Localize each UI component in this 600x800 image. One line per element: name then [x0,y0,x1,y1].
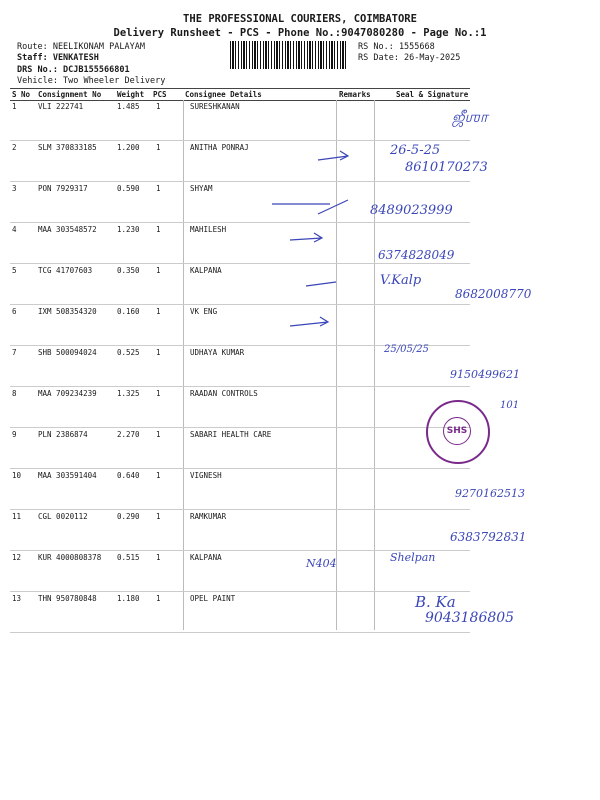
row-pcs: 1 [156,225,161,234]
remark-row-12: N404 [306,557,337,570]
signature-row-5-name: V.Kalp [380,273,422,288]
vehicle-label: Vehicle: Two Wheeler Delivery [17,76,166,86]
row-weight: 1.180 [117,594,140,603]
row-weight: 1.325 [117,389,140,398]
row-consignment: SLM 370833185 [38,143,97,152]
signature-row-2-phone: 8610170273 [405,160,488,175]
row-weight: 1.230 [117,225,140,234]
row-consignee: RAMKUMAR [190,512,227,521]
row-pcs: 1 [156,307,161,316]
row-sno: 10 [12,471,22,480]
arrow-mark [318,151,348,160]
col-pcs: PCS [153,90,167,99]
row-pcs: 1 [156,266,161,275]
row-pcs: 1 [156,348,161,357]
row-consignment: IXM 508354320 [38,307,97,316]
row-sno: 4 [12,225,17,234]
col-remarks: Remarks [339,90,371,99]
row-sno: 11 [12,512,22,521]
row-sno: 3 [12,184,17,193]
row-consignee: KALPANA [190,266,222,275]
row-sno: 6 [12,307,17,316]
row-pcs: 1 [156,553,161,562]
company-title: THE PROFESSIONAL COURIERS, COIMBATORE [183,13,417,25]
row-weight: 1.485 [117,102,140,111]
signature-row-2-date: 26-5-25 [390,143,441,158]
signature-row-8-extra: 101 [500,400,520,411]
row-weight: 0.515 [117,553,140,562]
row-consignee: OPEL PAINT [190,594,236,603]
stamp-initials: SHS [443,417,471,445]
row-weight: 2.270 [117,430,140,439]
staff-label: Staff: VENKATESH [17,53,99,63]
row-pcs: 1 [156,143,161,152]
col-weight: Weight [117,90,145,99]
row-consignee: SURESHKANAN [190,102,240,111]
signature-row-13-name: B. Ka [415,593,456,611]
col-consignee: Consignee Details [185,90,262,99]
row-sno: 12 [12,553,22,562]
signature-row-3-phone: 8489023999 [370,203,453,218]
row-consignment: PON 7929317 [38,184,88,193]
signature-row-10-phone: 9270162513 [455,487,525,500]
row-sno: 1 [12,102,17,111]
row-consignment: TCG 41707603 [38,266,93,275]
row-pcs: 1 [156,430,161,439]
row-sno: 2 [12,143,17,152]
row-consignee: RAADAN CONTROLS [190,389,258,398]
row-consignee: MAHILESH [190,225,227,234]
row-sno: 9 [12,430,17,439]
row-pcs: 1 [156,594,161,603]
row-weight: 0.350 [117,266,140,275]
row-consignee: VK ENG [190,307,218,316]
row-consignee: KALPANA [190,553,222,562]
route-label: Route: NEELIKONAM PALAYAM [17,42,145,52]
row-consignment: THN 950780848 [38,594,97,603]
signature-row-8-phone: 9150499621 [450,368,520,381]
drs-number: DRS No.: DCJB155566801 [17,65,130,75]
row-consignee: SABARI HEALTH CARE [190,430,272,439]
row-weight: 0.525 [117,348,140,357]
row-weight: 0.590 [117,184,140,193]
row-pcs: 1 [156,389,161,398]
row-pcs: 1 [156,471,161,480]
row-consignment: KUR 4000808378 [38,553,102,562]
row-sno: 7 [12,348,17,357]
row-pcs: 1 [156,512,161,521]
row-consignee: ANITHA PONRAJ [190,143,249,152]
row-sno: 13 [12,594,22,603]
row-consignment: VLI 222741 [38,102,84,111]
row-weight: 0.160 [117,307,140,316]
arrow-mark [290,317,328,326]
row-consignee: SHYAM [190,184,213,193]
row-consignment: SHB 500094024 [38,348,97,357]
row-consignee: VIGNESH [190,471,222,480]
row-weight: 0.290 [117,512,140,521]
row-weight: 1.200 [117,143,140,152]
row-consignment: MAA 303548572 [38,225,97,234]
row-consignment: PLN 2386874 [38,430,88,439]
arrow-mark [306,282,336,286]
rs-number: RS No.: 1555668 [358,42,435,52]
row-pcs: 1 [156,102,161,111]
signature-row-12: Shelpan [390,551,436,564]
row-consignee: UDHAYA KUMAR [190,348,245,357]
signature-row-7-date: 25/05/25 [384,344,429,355]
col-sno: S No [12,90,31,99]
company-stamp [426,400,490,464]
col-seal: Seal & Signature [396,90,469,99]
runsheet-subtitle: Delivery Runsheet - PCS - Phone No.:9047080280 - Page No.:1 [113,27,487,39]
col-consignment: Consignment No [38,90,102,99]
signature-row-11-phone: 6383792831 [450,530,527,544]
row-consignment: MAA 303591404 [38,471,97,480]
row-consignment: MAA 709234239 [38,389,97,398]
signature-row-4-phone: 6374828049 [378,248,455,262]
signature-row-1: ஜீஶா [452,108,488,126]
signature-row-13-phone: 9043186805 [425,610,515,626]
row-consignment: CGL 0020112 [38,512,88,521]
row-pcs: 1 [156,184,161,193]
row-sno: 8 [12,389,17,398]
arrow-mark [318,200,348,214]
signature-row-5-phone: 8682008770 [455,287,532,301]
row-weight: 0.640 [117,471,140,480]
arrow-mark [290,233,322,242]
row-sno: 5 [12,266,17,275]
rs-date: RS Date: 26-May-2025 [358,53,461,63]
